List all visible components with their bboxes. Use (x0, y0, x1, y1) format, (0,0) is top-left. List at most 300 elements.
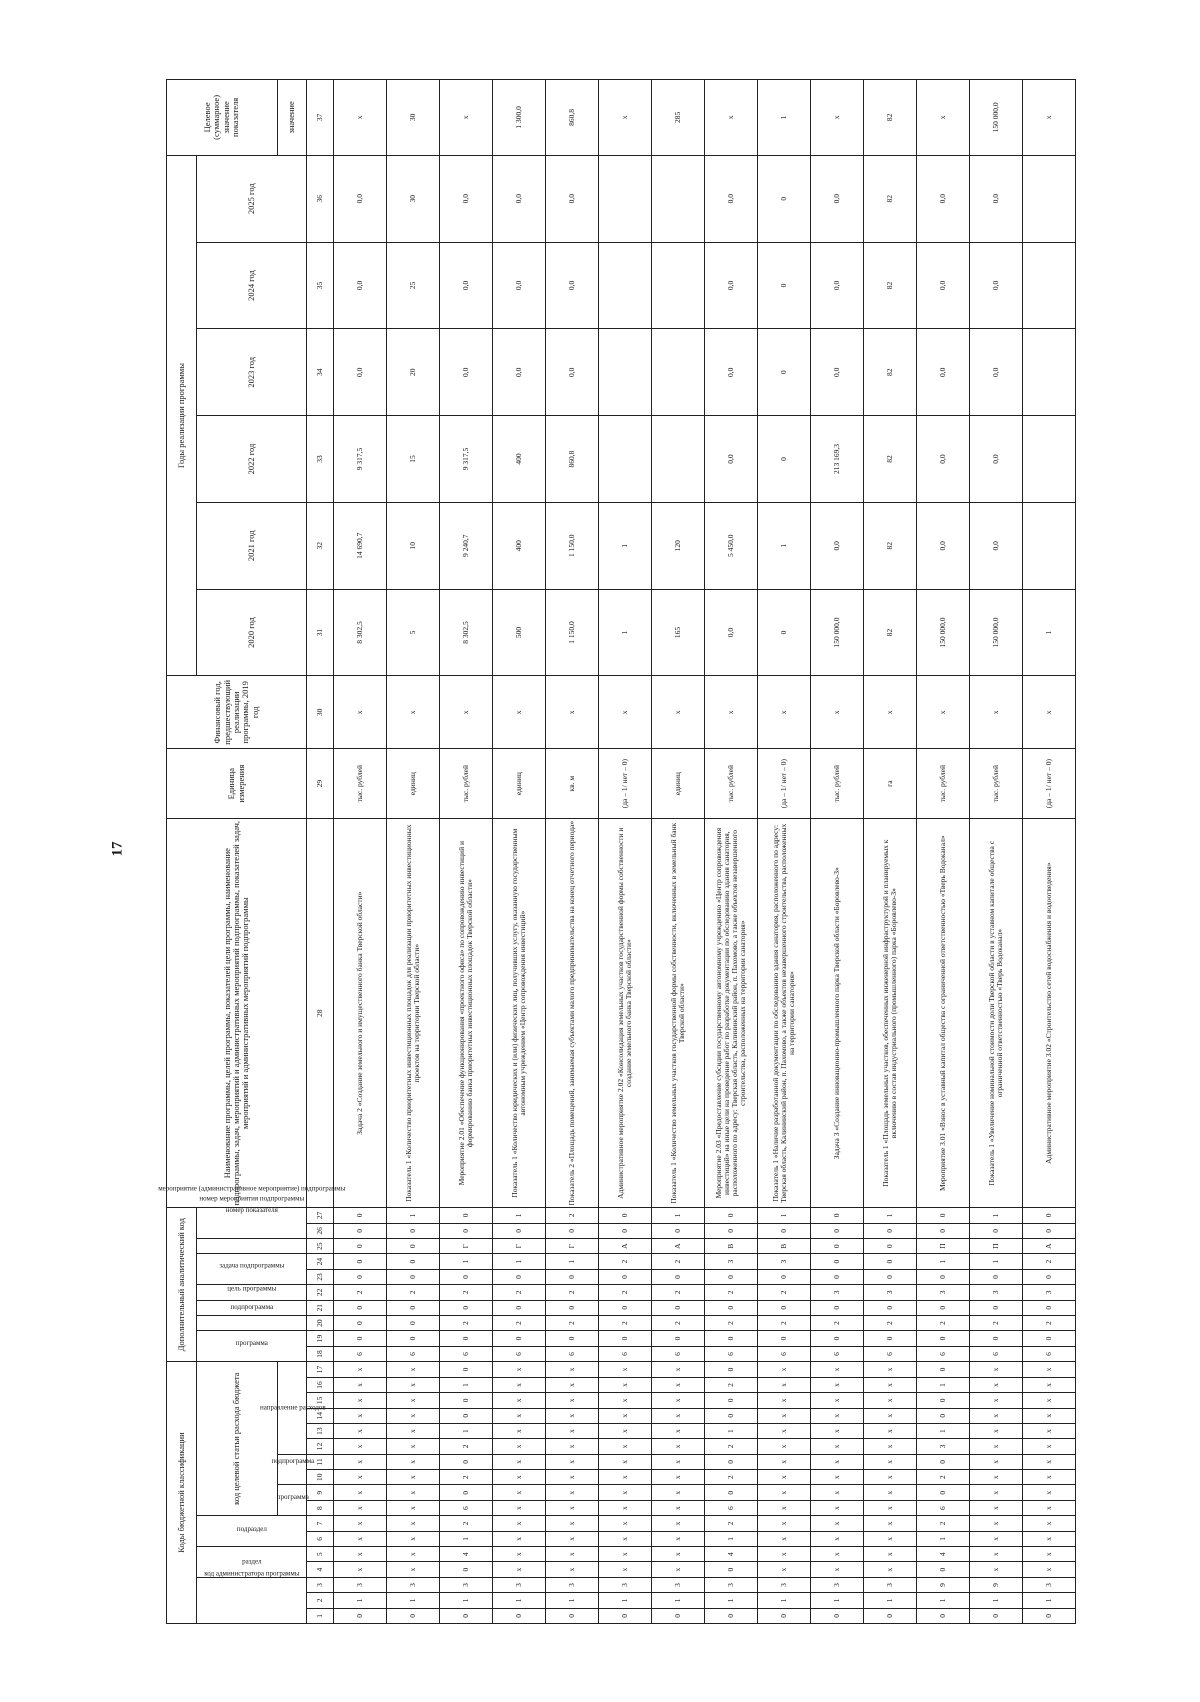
table-row (546, 80, 599, 1624)
code-cell: х (652, 1377, 705, 1392)
code-cell: х (652, 1454, 705, 1469)
code-cell: х (758, 1439, 811, 1454)
code-cell: 2 (705, 1315, 758, 1330)
code-cell: 3 (811, 1577, 864, 1592)
code-cell: 1 (811, 1593, 864, 1608)
code-cell: 0 (652, 1300, 705, 1315)
code-cell: 2 (546, 1208, 599, 1223)
base-year-value: х (387, 676, 440, 749)
code-cell: х (864, 1393, 917, 1408)
target-value: х (811, 80, 864, 156)
year-value (1023, 416, 1076, 503)
code-cell: х (811, 1439, 864, 1454)
year-value (652, 242, 705, 329)
code-cell: х (758, 1516, 811, 1531)
year-value (652, 155, 705, 242)
code-cell: х (811, 1547, 864, 1562)
target-value: х (440, 80, 493, 156)
code-cell: х (652, 1500, 705, 1515)
code-cell: х (758, 1454, 811, 1469)
year-value: 0 (758, 155, 811, 242)
code-cell: 0 (440, 1562, 493, 1577)
code-cell: 0 (493, 1223, 546, 1238)
code-cell: х (546, 1408, 599, 1423)
year-value: 0,0 (811, 329, 864, 416)
code-cell: х (387, 1362, 440, 1378)
code-cell: 3 (811, 1285, 864, 1300)
code-cell: 3 (493, 1577, 546, 1592)
code-cell: х (334, 1562, 387, 1577)
unit-cell: единиц (387, 749, 440, 819)
year-value: 8 302,5 (440, 589, 493, 676)
code-cell: х (599, 1500, 652, 1515)
code-cell: 3 (1023, 1285, 1076, 1300)
code-cell: 0 (440, 1454, 493, 1469)
code-cell: 1 (917, 1377, 970, 1392)
column-number: 30 (307, 676, 334, 749)
year-value: 150 000,0 (970, 589, 1023, 676)
code-cell: х (1023, 1485, 1076, 1500)
code-cell: Г (546, 1239, 599, 1254)
code-cell: 1 (917, 1531, 970, 1546)
code-cell: х (546, 1423, 599, 1438)
code-cell: 0 (705, 1208, 758, 1223)
code-cell: х (970, 1377, 1023, 1392)
code-cell: 0 (546, 1269, 599, 1284)
code-cell: х (864, 1377, 917, 1392)
table-row (493, 80, 546, 1624)
subprogram-header-2: подпрограмма (196, 1315, 307, 1330)
code-cell: х (387, 1516, 440, 1531)
code-cell: 6 (970, 1346, 1023, 1361)
code-cell: 0 (387, 1254, 440, 1269)
code-cell: х (864, 1562, 917, 1577)
code-cell: 2 (546, 1285, 599, 1300)
code-cell: 4 (917, 1547, 970, 1562)
year-value: 0,0 (970, 502, 1023, 589)
target-header: Целевое (суммарное) значение показателя (167, 80, 278, 156)
code-cell: х (546, 1362, 599, 1378)
code-cell: 0 (1023, 1331, 1076, 1346)
code-cell: 1 (334, 1593, 387, 1608)
code-cell: 0 (334, 1239, 387, 1254)
year-value: 0,0 (970, 329, 1023, 416)
code-cell: х (1023, 1470, 1076, 1485)
year-value (599, 416, 652, 503)
code-cell: х (864, 1423, 917, 1438)
table-row (387, 80, 440, 1624)
code-cell: х (811, 1454, 864, 1469)
code-cell: х (387, 1470, 440, 1485)
code-cell: х (970, 1362, 1023, 1378)
code-cell: П (970, 1239, 1023, 1254)
code-cell: 6 (546, 1346, 599, 1361)
code-cell: 2 (917, 1470, 970, 1485)
unit-header: Единица измерения (167, 749, 307, 819)
code-cell: 1 (758, 1593, 811, 1608)
code-cell: 3 (387, 1577, 440, 1592)
code-cell: х (546, 1516, 599, 1531)
code-cell: 0 (493, 1608, 546, 1623)
year-value: 9 317,5 (334, 416, 387, 503)
code-cell: 0 (705, 1608, 758, 1623)
table-row (599, 80, 652, 1624)
code-cell: 0 (864, 1331, 917, 1346)
code-cell: 0 (917, 1331, 970, 1346)
year-value: 10 (387, 502, 440, 589)
code-cell: х (546, 1454, 599, 1469)
code-cell: х (864, 1516, 917, 1531)
code-cell: х (758, 1562, 811, 1577)
code-cell: 0 (705, 1562, 758, 1577)
code-cell: х (493, 1500, 546, 1515)
code-cell: х (387, 1485, 440, 1500)
item-name: Задача 2 «Создание земельного и имущественного банка Тверской области» (334, 819, 387, 1208)
code-cell: х (599, 1362, 652, 1378)
code-cell: 6 (599, 1346, 652, 1361)
direction-header: направление расходов (277, 1362, 307, 1455)
event-header: мероприятие (административное мероприятие) подпрограммы (196, 1254, 307, 1285)
column-number: 2 (307, 1593, 334, 1608)
code-cell: х (864, 1485, 917, 1500)
code-cell: 2 (1023, 1315, 1076, 1330)
code-cell: 0 (387, 1608, 440, 1623)
code-cell: 0 (705, 1485, 758, 1500)
code-cell: х (652, 1547, 705, 1562)
code-cell: 2 (440, 1470, 493, 1485)
code-cell: х (1023, 1562, 1076, 1577)
table-row (652, 80, 705, 1624)
code-cell: х (1023, 1408, 1076, 1423)
code-cell: А (599, 1239, 652, 1254)
code-cell: х (599, 1454, 652, 1469)
base-year-value: х (705, 676, 758, 749)
code-cell: х (864, 1362, 917, 1378)
code-cell: х (493, 1362, 546, 1378)
column-number: 5 (307, 1547, 334, 1562)
column-number: 1 (307, 1608, 334, 1623)
code-cell: 0 (917, 1269, 970, 1284)
code-cell: х (970, 1547, 1023, 1562)
year-value: 0,0 (811, 502, 864, 589)
code-cell: 1 (970, 1254, 1023, 1269)
code-cell: 6 (1023, 1346, 1076, 1361)
code-cell: 2 (599, 1285, 652, 1300)
year-2023-header: 2023 год (196, 329, 307, 416)
unit-cell: (да – 1/ нет – 0) (758, 749, 811, 819)
year-value: 1 (758, 502, 811, 589)
year-value: 0,0 (917, 329, 970, 416)
code-cell: х (652, 1485, 705, 1500)
column-number: 9 (307, 1485, 334, 1500)
code-cell: 0 (1023, 1300, 1076, 1315)
unit-cell: единиц (652, 749, 705, 819)
code-cell: 1 (546, 1593, 599, 1608)
year-value: 150 000,0 (917, 589, 970, 676)
code-cell: 0 (334, 1269, 387, 1284)
code-cell: х (493, 1423, 546, 1438)
target-value: 82 (864, 80, 917, 156)
code-cell: 3 (546, 1577, 599, 1592)
code-cell: 1 (970, 1208, 1023, 1223)
code-cell: х (493, 1439, 546, 1454)
code-cell: х (599, 1393, 652, 1408)
code-cell: 0 (917, 1300, 970, 1315)
code-cell: 6 (440, 1500, 493, 1515)
code-cell: 0 (1023, 1269, 1076, 1284)
year-value: 0,0 (811, 242, 864, 329)
code-cell: 1 (440, 1377, 493, 1392)
base-year-value: х (970, 676, 1023, 749)
year-value: 0,0 (493, 242, 546, 329)
code-cell: 0 (705, 1223, 758, 1238)
target-value: 150 000,0 (970, 80, 1023, 156)
code-cell: 0 (334, 1331, 387, 1346)
program-table (158, 79, 1076, 1624)
code-cell: В (758, 1239, 811, 1254)
code-cell: х (493, 1377, 546, 1392)
column-number: 19 (307, 1331, 334, 1346)
base-year-value: х (864, 676, 917, 749)
code-cell: х (758, 1547, 811, 1562)
code-cell: х (546, 1393, 599, 1408)
code-cell: 2 (917, 1315, 970, 1330)
code-cell: 6 (705, 1500, 758, 1515)
code-cell: х (864, 1500, 917, 1515)
code-cell: 0 (811, 1269, 864, 1284)
unit-cell: га (864, 749, 917, 819)
code-cell: х (758, 1470, 811, 1485)
item-name: Показатель 1 «Количество юридических и (или) физических лиц, получивших услугу, оказанную государственным автономным учреждением «Центр сопровождения инвестиций» (493, 819, 546, 1208)
code-cell: 3 (599, 1577, 652, 1592)
code-cell: х (599, 1470, 652, 1485)
code-cell: х (387, 1531, 440, 1546)
code-cell: 1 (652, 1208, 705, 1223)
column-number: 6 (307, 1531, 334, 1546)
year-value (599, 329, 652, 416)
code-cell: х (758, 1408, 811, 1423)
code-cell: х (546, 1547, 599, 1562)
target-value: 1 (758, 80, 811, 156)
base-year-value: х (334, 676, 387, 749)
table-row (917, 80, 970, 1624)
year-value: 150 000,0 (811, 589, 864, 676)
code-cell: 0 (599, 1608, 652, 1623)
code-cell: 0 (334, 1208, 387, 1223)
target-value: 30 (387, 80, 440, 156)
code-cell: х (493, 1485, 546, 1500)
target-value: х (599, 80, 652, 156)
code-cell: 2 (758, 1285, 811, 1300)
year-value: 1 (599, 502, 652, 589)
code-cell: х (811, 1377, 864, 1392)
year-value (599, 155, 652, 242)
year-value: 0,0 (970, 155, 1023, 242)
year-2022-header: 2022 год (196, 416, 307, 503)
column-number: 26 (307, 1223, 334, 1238)
code-cell: 3 (440, 1577, 493, 1592)
code-cell: 0 (705, 1331, 758, 1346)
target-value: х (1023, 80, 1076, 156)
code-cell: 1 (546, 1254, 599, 1269)
code-cell: х (546, 1485, 599, 1500)
year-value: 0,0 (705, 329, 758, 416)
year-value: 82 (864, 589, 917, 676)
code-cell: 0 (599, 1269, 652, 1284)
code-cell: х (970, 1423, 1023, 1438)
year-value: 165 (652, 589, 705, 676)
year-value (1023, 155, 1076, 242)
table-row (705, 80, 758, 1624)
program-header-2: программа (196, 1331, 307, 1362)
year-value: 1 150,0 (546, 502, 599, 589)
code-cell: 0 (546, 1223, 599, 1238)
code-cell: х (758, 1485, 811, 1500)
code-cell: 0 (864, 1300, 917, 1315)
task-header: задача подпрограммы (196, 1285, 307, 1300)
code-cell: х (811, 1516, 864, 1531)
code-cell: 0 (811, 1239, 864, 1254)
code-cell: 0 (440, 1208, 493, 1223)
code-cell: х (387, 1500, 440, 1515)
code-cell: 2 (599, 1315, 652, 1330)
code-cell: 6 (652, 1346, 705, 1361)
column-number: 3 (307, 1577, 334, 1592)
column-number: 33 (307, 416, 334, 503)
year-value: 0 (758, 416, 811, 503)
item-name: Мероприятие 2.03 «Предоставление субсидии государственному автономному учреждению «Центр сопровождения инвестиций» на иные цели на проведение работ по разработке документации по обследованию здания санатория, расположенного по адресу: Тверская область, Калининский район, п. Пахомово, а также объектов незавершенного строительства, расположенных на территории санатория» (705, 819, 758, 1208)
code-cell: П (917, 1239, 970, 1254)
budget-codes-header: Коды бюджетной классификации (167, 1362, 197, 1624)
column-number: 28 (307, 819, 334, 1208)
code-cell: 3 (917, 1285, 970, 1300)
target-value: 860,8 (546, 80, 599, 156)
code-cell: 2 (440, 1315, 493, 1330)
code-cell: 2 (652, 1315, 705, 1330)
subsection-header: подраздел (196, 1516, 307, 1547)
code-cell: х (652, 1393, 705, 1408)
column-number: 25 (307, 1239, 334, 1254)
code-cell: х (970, 1531, 1023, 1546)
code-cell: х (652, 1531, 705, 1546)
code-cell: 0 (440, 1300, 493, 1315)
code-cell: х (758, 1377, 811, 1392)
year-value: 0,0 (546, 329, 599, 416)
year-2024-header: 2024 год (196, 242, 307, 329)
code-cell: В (705, 1239, 758, 1254)
year-value: 9 240,7 (440, 502, 493, 589)
code-cell: х (599, 1485, 652, 1500)
code-cell: х (387, 1377, 440, 1392)
year-value: 25 (387, 242, 440, 329)
code-cell: х (546, 1531, 599, 1546)
year-value: 14 690,7 (334, 502, 387, 589)
code-cell: х (758, 1362, 811, 1378)
code-cell: 0 (493, 1331, 546, 1346)
code-cell: х (811, 1531, 864, 1546)
base-year-value: х (758, 676, 811, 749)
code-cell: 2 (705, 1285, 758, 1300)
code-cell: х (334, 1362, 387, 1378)
item-name: Показатель 2 «Площадь помещений, занимаемая субъектами малого предпринимательства на конец отчетного периода» (546, 819, 599, 1208)
code-cell: 9 (970, 1577, 1023, 1592)
table-row (334, 80, 387, 1624)
code-cell: 2 (493, 1285, 546, 1300)
code-cell: 1 (1023, 1593, 1076, 1608)
code-cell: 0 (440, 1393, 493, 1408)
code-cell: 2 (599, 1254, 652, 1269)
year-value: 82 (864, 242, 917, 329)
year-value: 0,0 (493, 329, 546, 416)
code-cell: х (599, 1439, 652, 1454)
item-name: Показатель 1 «Наличие разработанной документации по обследованию здания санатория, расположенного по адресу: Тверская область, Калининский район, п. Пахомово, а также объектов незавершенного строительства, расположенных на территории санатория» (758, 819, 811, 1208)
code-cell: х (599, 1423, 652, 1438)
code-cell: 0 (599, 1223, 652, 1238)
code-cell: 0 (1023, 1208, 1076, 1223)
year-value: 0,0 (705, 589, 758, 676)
code-cell: 1 (705, 1531, 758, 1546)
code-cell: 2 (440, 1285, 493, 1300)
code-cell: х (811, 1408, 864, 1423)
column-number: 7 (307, 1516, 334, 1531)
target-code-header: код целевой статьи расхода бюджета (196, 1362, 277, 1516)
code-cell: 0 (917, 1562, 970, 1577)
fin-year-header: Финансовый год, предшествующий реализации программы, 2019 год (167, 676, 307, 749)
code-cell: 1 (440, 1254, 493, 1269)
year-value: 82 (864, 502, 917, 589)
code-cell: 0 (440, 1362, 493, 1378)
code-cell: 3 (917, 1439, 970, 1454)
indicator-header: номер показателя (196, 1208, 307, 1239)
code-cell: х (811, 1470, 864, 1485)
year-value (652, 329, 705, 416)
code-cell: 3 (864, 1577, 917, 1592)
column-number: 13 (307, 1423, 334, 1438)
code-cell: 0 (652, 1223, 705, 1238)
code-cell: 2 (705, 1516, 758, 1531)
code-cell: 0 (652, 1269, 705, 1284)
code-cell: х (864, 1439, 917, 1454)
code-cell: 0 (917, 1393, 970, 1408)
code-cell: 6 (917, 1500, 970, 1515)
code-cell: х (546, 1470, 599, 1485)
code-cell: х (811, 1423, 864, 1438)
code-cell: х (334, 1423, 387, 1438)
code-cell: х (970, 1485, 1023, 1500)
code-cell: х (652, 1470, 705, 1485)
code-cell: х (546, 1500, 599, 1515)
code-cell: х (758, 1423, 811, 1438)
code-cell: 2 (705, 1470, 758, 1485)
code-cell: 1 (440, 1531, 493, 1546)
code-cell: 2 (493, 1315, 546, 1330)
code-cell: 0 (546, 1331, 599, 1346)
code-cell: х (864, 1408, 917, 1423)
code-cell: 0 (1023, 1223, 1076, 1238)
code-cell: 0 (970, 1269, 1023, 1284)
year-2020-header: 2020 год (196, 589, 307, 676)
code-cell: 0 (917, 1608, 970, 1623)
code-cell: 2 (811, 1315, 864, 1330)
code-cell: 0 (652, 1608, 705, 1623)
code-cell: х (599, 1516, 652, 1531)
target-value: х (917, 80, 970, 156)
code-cell: 2 (440, 1439, 493, 1454)
unit-cell: тыс. рублей (334, 749, 387, 819)
table-row (758, 80, 811, 1624)
code-cell: 0 (705, 1362, 758, 1378)
code-cell: 0 (652, 1331, 705, 1346)
